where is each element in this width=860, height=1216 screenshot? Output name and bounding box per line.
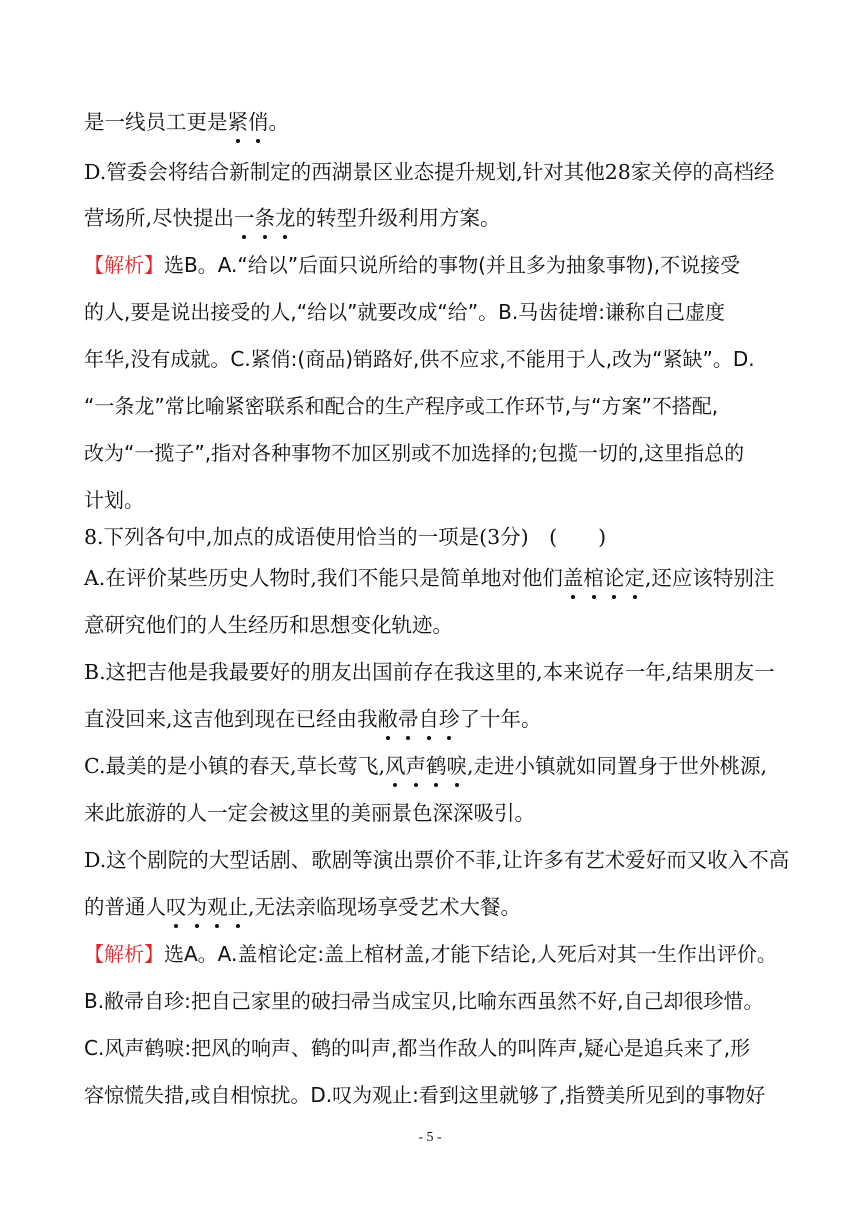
emphasis-char: 条 (255, 203, 276, 233)
option-b-line: B.这把吉他是我最要好的朋友出国前存在我这里的,本来说存一年,结果朋友一 (84, 660, 775, 684)
option-d-line: D.管委会将结合新制定的西湖景区业态提升规划,针对其他28家关停的高档经 (84, 160, 775, 184)
emphasis-char: 鹤 (426, 751, 447, 781)
emphasis-char: 观 (207, 892, 228, 922)
emphasis-char: 论 (604, 563, 625, 593)
emphasis-char: 帚 (398, 704, 419, 734)
option-a-line: A.在评价某些历史人物时,我们不能只是简单地对他们盖棺论定,还应该特别注 (84, 563, 784, 593)
analysis-line: 年华,没有成就。C.紧俏:(商品)销路好,供不应求,不能用于人,改为“紧缺”。D. (84, 347, 755, 371)
analysis-line: 的人,要是说出接受的人,“给以”就要改成“给”。B.马齿徒增:谦称自己虚度 (84, 300, 725, 324)
analysis-line: 【解析】选B。A.“给以”后面只说所给的事物(并且多为抽象事物),不说接受 (84, 253, 741, 277)
text-line: 的普通人叹为观止,无法亲临现场享受艺术大餐。 (84, 892, 784, 922)
emphasized-phrase (228, 110, 269, 134)
emphasis-char: 珍 (439, 704, 460, 734)
emphasis-char: 为 (187, 892, 208, 922)
emphasis-char: 止 (228, 892, 249, 922)
text-line: 意研究他们的人生经历和思想变化轨迹。 (84, 613, 453, 637)
text-line: 营场所,尽快提出一条龙的转型升级利用方案。 (84, 203, 784, 233)
emphasized-phrase (234, 206, 296, 230)
emphasis-char: 俏 (248, 107, 269, 137)
analysis-line: 容惊慌失措,或自相惊扰。D.叹为观止:看到这里就够了,指赞美所见到的事物好 (84, 1083, 766, 1107)
analysis-line: 改为“一揽子”,指对各种事物不加区别或不加选择的;包揽一切的,这里指总的 (84, 441, 745, 465)
emphasis-char: 自 (419, 704, 440, 734)
text-line: 直没回来,这吉他到现在已经由我敝帚自珍了十年。 (84, 704, 784, 734)
emphasis-char: 定 (624, 563, 645, 593)
emphasis-char: 唳 (447, 751, 468, 781)
text-line: 是一线员工更是紧俏。 (84, 107, 784, 137)
option-d-line: D.这个剧院的大型话剧、歌剧等演出票价不菲,让许多有艺术爱好而又收入不高 (84, 848, 790, 872)
analysis-tag: 【解析】 (84, 253, 164, 277)
analysis-tag: 【解析】 (84, 942, 164, 966)
emphasis-char: 盖 (563, 563, 584, 593)
analysis-line: C.风声鹤唳:把风的响声、鹤的叫声,都当作敌人的叫阵声,疑心是追兵来了,形 (84, 1036, 751, 1060)
text-line: 来此旅游的人一定会被这里的美丽景色深深吸引。 (84, 801, 535, 825)
analysis-line: “一条龙”常比喻紧密联系和配合的生产程序或工作环节,与“方案”不搭配, (84, 394, 719, 418)
emphasis-char: 风 (385, 751, 406, 781)
analysis-line: B.敝帚自珍:把自己家里的破扫帚当成宝贝,比喻东西虽然不好,自己却很珍惜。 (84, 989, 764, 1013)
emphasis-char: 声 (406, 751, 427, 781)
emphasized-phrase (385, 754, 467, 778)
emphasized-phrase (378, 707, 460, 731)
emphasis-char: 棺 (583, 563, 604, 593)
analysis-line: 计划。 (84, 488, 144, 512)
emphasized-phrase (166, 895, 248, 919)
option-c-line: C.最美的是小镇的春天,草长莺飞,风声鹤唳,走进小镇就如同置身于世外桃源, (84, 751, 784, 781)
emphasis-char: 叹 (166, 892, 187, 922)
emphasis-char: 龙 (275, 203, 296, 233)
emphasized-phrase (563, 566, 645, 590)
emphasis-char: 敝 (378, 704, 399, 734)
analysis-line: 【解析】选A。A.盖棺论定:盖上棺材盖,才能下结论,人死后对其一生作出评价。 (84, 942, 777, 966)
emphasis-char: 一 (234, 203, 255, 233)
question-stem: 8.下列各句中,加点的成语使用恰当的一项是(3分) ( ) (84, 525, 607, 549)
emphasis-char: 紧 (228, 107, 249, 137)
page-number: - 5 - (418, 1130, 442, 1145)
